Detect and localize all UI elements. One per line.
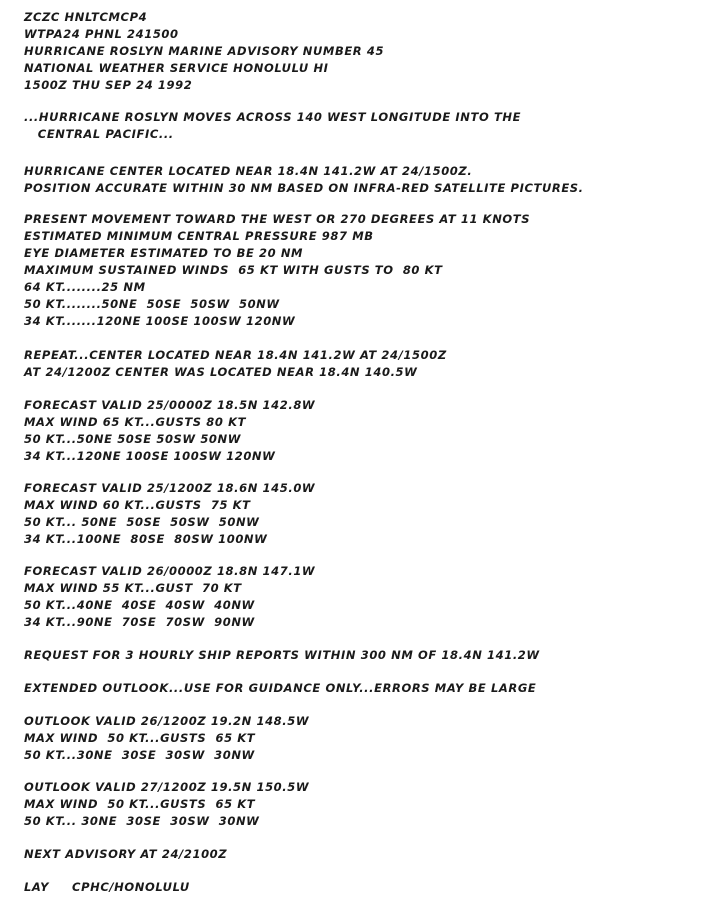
position-accuracy-line: POSITION ACCURATE WITHIN 30 NM BASED ON INFRA-RED SATELLITE PICTURES.: [24, 181, 584, 195]
headline-line: CENTRAL PACIFIC...: [24, 127, 174, 141]
outlook-valid-line: OUTLOOK VALID 26/1200Z 19.2N 148.5W: [24, 714, 310, 728]
header-line-wmo: WTPA24 PHNL 241500: [24, 27, 179, 41]
wind-radii-50kt: 50 KT........50NE 50SE 50SW 50NW: [24, 297, 280, 311]
extended-outlook-line: EXTENDED OUTLOOK...USE FOR GUIDANCE ONLY...ERRORS MAY BE LARGE: [24, 681, 537, 695]
header-line-routing: ZCZC HNLTCMCP4: [24, 10, 148, 24]
forecast-wind-radii-34kt: 34 KT...90NE 70SE 70SW 90NW: [24, 615, 255, 629]
forecast-wind-radii-50kt: 50 KT...40NE 40SE 40SW 40NW: [24, 598, 255, 612]
outlook-max-wind-line: MAX WIND 50 KT...GUSTS 65 KT: [24, 797, 256, 811]
headline-line: ...HURRICANE ROSLYN MOVES ACROSS 140 WEST LONGITUDE INTO THE: [24, 110, 522, 124]
forecaster-signature-line: LAY CPHC/HONOLULU: [24, 880, 190, 894]
forecast-wind-radii-34kt: 34 KT...100NE 80SE 80SW 100NW: [24, 532, 268, 546]
pressure-line: ESTIMATED MINIMUM CENTRAL PRESSURE 987 MB: [24, 229, 374, 243]
issuing-office: NATIONAL WEATHER SERVICE HONOLULU HI: [24, 61, 329, 75]
outlook-valid-line: OUTLOOK VALID 27/1200Z 19.5N 150.5W: [24, 780, 310, 794]
forecast-valid-line: FORECAST VALID 26/0000Z 18.8N 147.1W: [24, 564, 316, 578]
wind-radii-34kt: 34 KT.......120NE 100SE 100SW 120NW: [24, 314, 296, 328]
advisory-title: HURRICANE ROSLYN MARINE ADVISORY NUMBER 45: [24, 44, 385, 58]
forecast-max-wind-line: MAX WIND 55 KT...GUST 70 KT: [24, 581, 242, 595]
forecast-valid-line: FORECAST VALID 25/1200Z 18.6N 145.0W: [24, 481, 316, 495]
outlook-wind-radii-50kt: 50 KT... 30NE 30SE 30SW 30NW: [24, 814, 260, 828]
previous-center-line: AT 24/1200Z CENTER WAS LOCATED NEAR 18.4N 140.5W: [24, 365, 418, 379]
outlook-wind-radii-50kt: 50 KT...30NE 30SE 30SW 30NW: [24, 748, 255, 762]
forecast-wind-radii-50kt: 50 KT... 50NE 50SE 50SW 50NW: [24, 515, 260, 529]
forecast-max-wind-line: MAX WIND 65 KT...GUSTS 80 KT: [24, 415, 247, 429]
forecast-max-wind-line: MAX WIND 60 KT...GUSTS 75 KT: [24, 498, 251, 512]
max-winds-line: MAXIMUM SUSTAINED WINDS 65 KT WITH GUSTS TO 80 KT: [24, 263, 443, 277]
outlook-max-wind-line: MAX WIND 50 KT...GUSTS 65 KT: [24, 731, 256, 745]
forecast-wind-radii-50kt: 50 KT...50NE 50SE 50SW 50NW: [24, 432, 242, 446]
ship-report-request-line: REQUEST FOR 3 HOURLY SHIP REPORTS WITHIN 300 NM OF 18.4N 141.2W: [24, 648, 540, 662]
center-location-line: HURRICANE CENTER LOCATED NEAR 18.4N 141.2W AT 24/1500Z.: [24, 164, 473, 178]
next-advisory-line: NEXT ADVISORY AT 24/2100Z: [24, 847, 228, 861]
eye-diameter-line: EYE DIAMETER ESTIMATED TO BE 20 NM: [24, 246, 304, 260]
repeat-center-line: REPEAT...CENTER LOCATED NEAR 18.4N 141.2W AT 24/1500Z: [24, 348, 447, 362]
issue-time: 1500Z THU SEP 24 1992: [24, 78, 193, 92]
wind-radii-64kt: 64 KT........25 NM: [24, 280, 146, 294]
forecast-wind-radii-34kt: 34 KT...120NE 100SE 100SW 120NW: [24, 449, 276, 463]
movement-line: PRESENT MOVEMENT TOWARD THE WEST OR 270 DEGREES AT 11 KNOTS: [24, 212, 531, 226]
forecast-valid-line: FORECAST VALID 25/0000Z 18.5N 142.8W: [24, 398, 316, 412]
